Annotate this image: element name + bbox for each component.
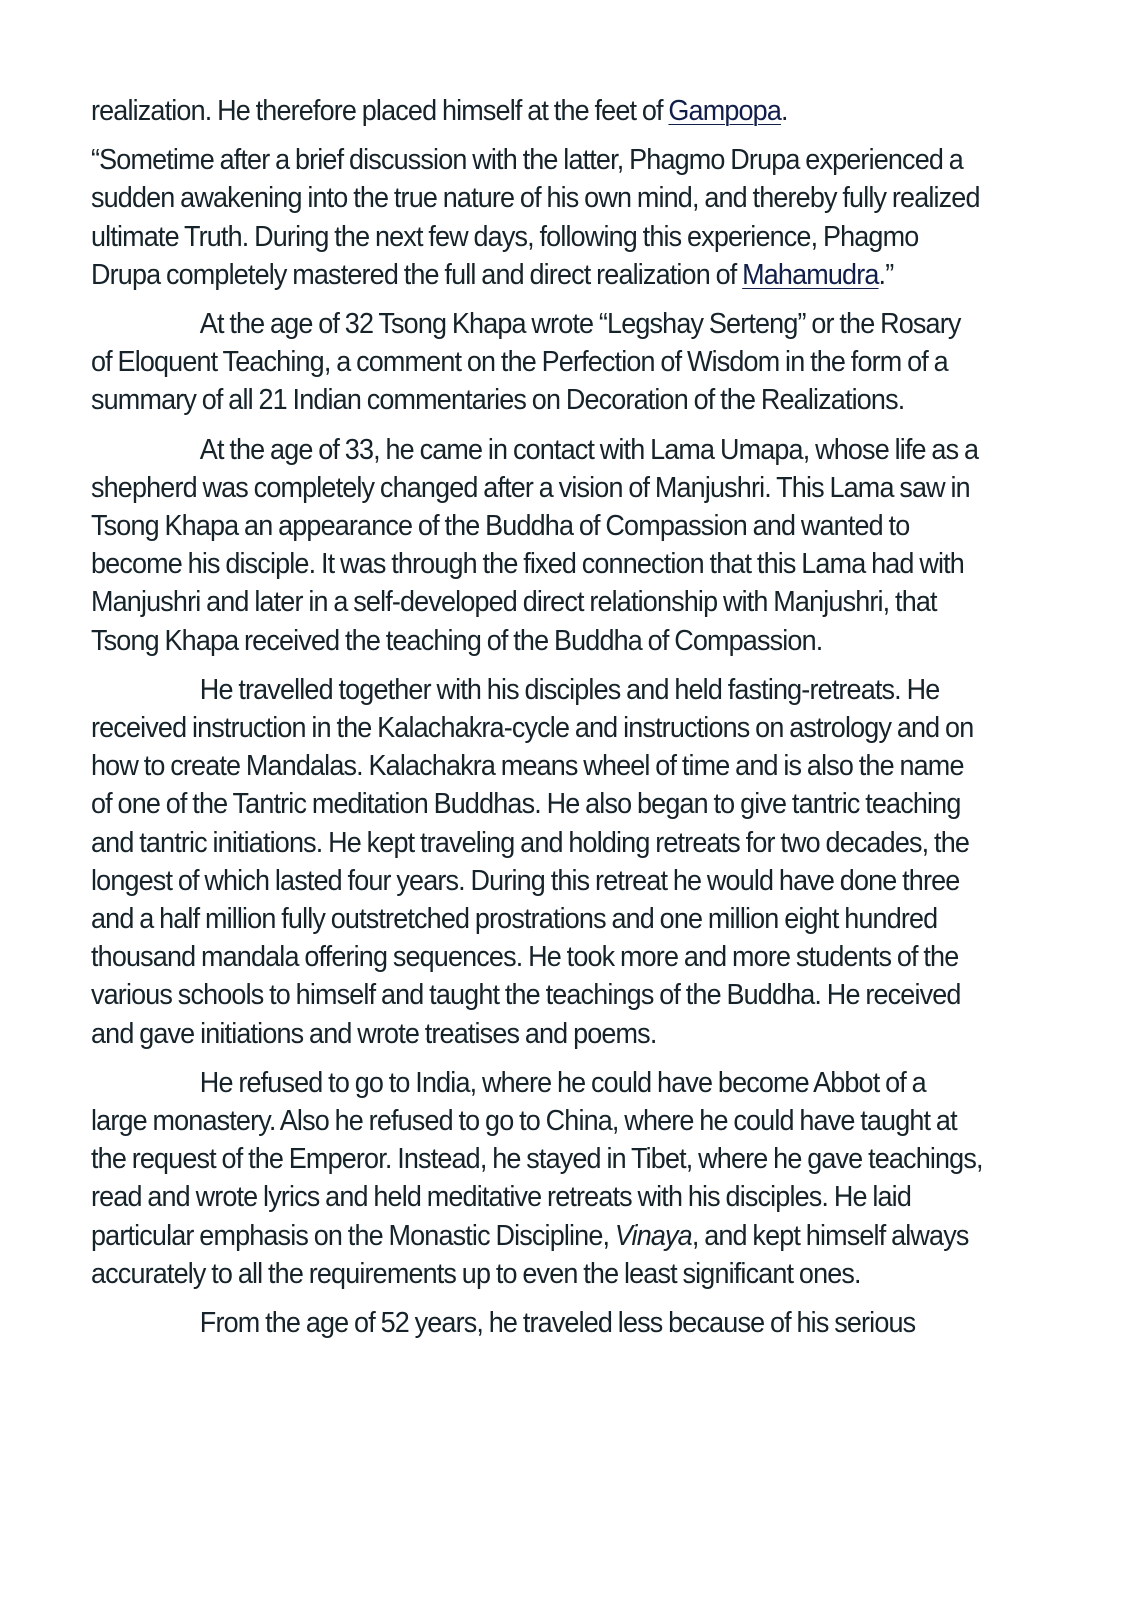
italic-term-vinaya: Vinaya [614, 1219, 692, 1252]
text: From the age of 52 years, he traveled less because of his serious [199, 1307, 916, 1340]
paragraph-4 [91, 431, 984, 660]
paragraph-2-quote [91, 141, 984, 294]
text: .” [878, 258, 894, 291]
text: , and kept himself always accurately to all the requirements up to even the least significant ones. [91, 1219, 969, 1290]
paragraph-7 [91, 1304, 984, 1342]
text: realization. He therefore placed himself at the feet of [91, 95, 669, 127]
paragraph-3 [91, 305, 984, 420]
text: At the age of 33, he came in contact with Lama Umapa, whose life as a shepherd was completely changed after a vision of Manjushri. This Lama saw in Tsong Khapa an appearance of the Buddha of Compassion and wanted to become his disciple. It was through the fixed connection that this Lama had with Manjushri and later in a self-developed direct relationship with Manjushri, that Tsong Khapa received the teaching of the Buddha of Compassion. [91, 433, 979, 657]
text: . [781, 95, 788, 127]
paragraph-1 [91, 92, 984, 130]
document-page [91, 92, 984, 1353]
paragraph-6 [91, 1064, 984, 1293]
paragraph-5 [91, 671, 984, 1053]
text: At the age of 32 Tsong Khapa wrote “Legshay Serteng” or the Rosary of Eloquent Teaching, a comment on the Perfection of Wisdom in the form of a summary of all 21 Indian commentaries on Decoration of the Realizations. [91, 308, 961, 417]
text: “Sometime after a brief discussion with the latter, Phagmo Drupa experienced a sudden awakening into the true nature of his own mind, and thereby fully realized ultimate Truth. During the next few days, following this experience, Phagmo Drupa completely mastered the full and direct realization of [91, 144, 980, 291]
link-gampopa[interactable]: Gampopa [668, 95, 782, 127]
text: He refused to go to India, where he could have become Abbot of a large monastery. Also he refused to go to China, where he could have taught at the request of the Emperor. Instead, he stayed in Tibet, where he gave teachings, read and wrote lyrics and held meditative retreats with his disciples. He laid particular emphasis on the Monastic Discipline, [91, 1066, 983, 1252]
link-mahamudra[interactable]: Mahamudra [742, 258, 879, 291]
text: He travelled together with his disciples and held fasting-retreats. He received instruction in the Kalachakra-cycle and instructions on astrology and on how to create Mandalas. Kalachakra means wheel of time and is also the name of one of the Tantric meditation Buddhas. He also began to give tantric teaching and tantric initiations. He kept traveling and holding retreats for two decades, the longest of which lasted four years. During this retreat he would have done three and a half million fully outstretched prostrations and one million eight hundred thousand mandala offering sequences. He took more and more students of the various schools to himself and taught the teachings of the Buddha. He received and gave initiations and wrote treatises and poems. [91, 673, 974, 1050]
